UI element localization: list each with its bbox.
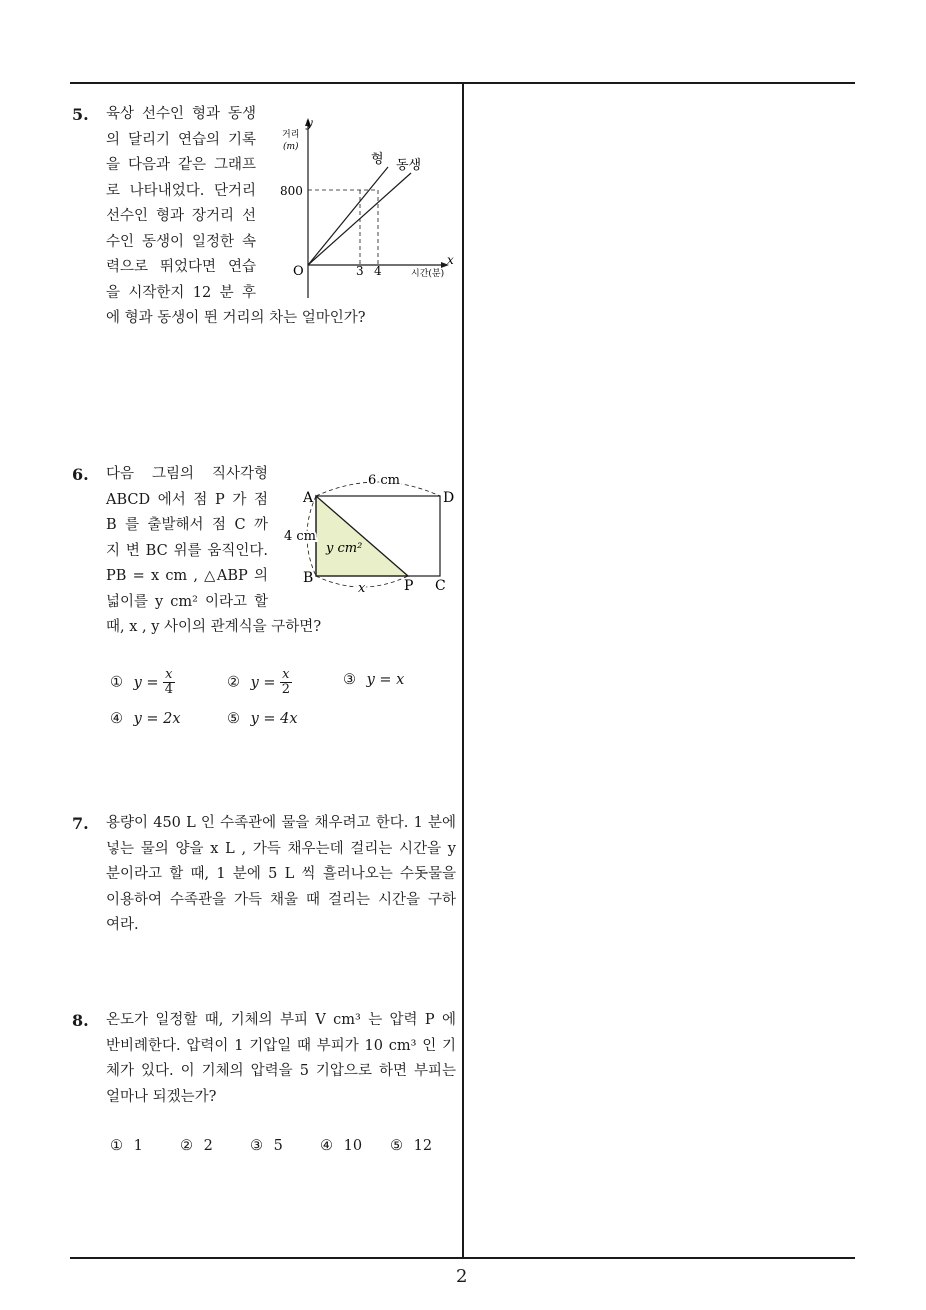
q8-text xyxy=(106,1008,456,1110)
q8-choice-4[interactable] xyxy=(320,1136,362,1156)
q6-choice-4[interactable] xyxy=(110,709,181,729)
series-line-younger-brother xyxy=(308,173,411,265)
q5-line: 을 다음과 같은 그래프 xyxy=(106,157,256,173)
q6-choice-3[interactable] xyxy=(343,670,404,690)
q6-line: 다음 그림의 직사각형 xyxy=(106,466,268,482)
choice-mark: ① xyxy=(110,674,123,691)
label-left-length: 4 cm xyxy=(284,529,317,544)
page-number: 2 xyxy=(456,1266,468,1287)
label-bottom-x: x xyxy=(358,581,366,596)
q5-line: 력으로 뛰었다면 연습 xyxy=(106,259,256,275)
q5-line: 수인 동생이 일정한 속 xyxy=(106,233,256,250)
vertex-a: A xyxy=(303,490,314,506)
series-line-older-brother xyxy=(308,167,388,265)
q7-line: 용량이 450 L 인 수족관에 물을 채우려고 한다. 1 분에 xyxy=(106,815,456,831)
series-label-older-brother: 형 xyxy=(371,152,384,167)
choice-text: y = 4x xyxy=(250,711,298,727)
column-divider xyxy=(462,82,464,1258)
y-tick-label: 800 xyxy=(280,184,303,198)
vertex-c: C xyxy=(435,578,446,594)
q6-line: 때, x , y 사이의 관계식을 구하면? xyxy=(106,619,322,635)
choice-mark: ④ xyxy=(320,1138,333,1154)
choice-mark: ② xyxy=(180,1138,193,1154)
q5-line: 의 달리기 연습의 기록 xyxy=(106,131,256,148)
fraction-numerator: x xyxy=(165,667,173,682)
q7-number: 7. xyxy=(72,814,89,833)
q6-line: 지 변 BC 위를 움직인다. xyxy=(106,542,268,559)
q5-number: 5. xyxy=(72,105,89,124)
q5-distance-time-graph xyxy=(270,110,460,310)
choice-mark: ③ xyxy=(250,1138,263,1154)
q6-line: PB = x cm , △ABP 의 xyxy=(106,568,268,584)
q6-number: 6. xyxy=(72,465,89,484)
choice-value: 10 xyxy=(343,1138,363,1154)
q6-line: 넓이를 y cm² 이라고 할 xyxy=(106,593,268,610)
vertex-d: D xyxy=(443,490,455,506)
origin-label: O xyxy=(293,264,304,279)
choice-mark: ② xyxy=(227,674,240,691)
y-label-line2: (m) xyxy=(283,142,299,152)
choice-lhs: y = xyxy=(250,674,276,691)
series-label-younger-brother: 동생 xyxy=(396,158,422,173)
fraction-denominator: 4 xyxy=(164,682,173,697)
bottom-rule xyxy=(70,1257,855,1259)
q6-choice-1[interactable] xyxy=(110,668,175,697)
choice-mark: ⑤ xyxy=(227,711,240,727)
q7-line: 분이라고 할 때, 1 분에 5 L 씩 흘러나오는 수돗물을 xyxy=(106,866,456,882)
vertex-p: P xyxy=(404,578,414,594)
x-axis-name: x xyxy=(447,253,454,267)
q5-line: 육상 선수인 형과 동생 xyxy=(106,106,256,122)
q6-choice-5[interactable] xyxy=(227,709,298,729)
q6-line: B 를 출발해서 점 C 까 xyxy=(106,517,268,533)
vertex-b: B xyxy=(303,570,314,586)
q8-line: 얼마나 되겠는가? xyxy=(106,1088,217,1105)
q8-choice-5[interactable] xyxy=(390,1136,432,1156)
label-top-length: 6 cm xyxy=(368,473,401,488)
fraction-numerator: x xyxy=(282,667,290,682)
q6-line: ABCD 에서 점 P 가 점 xyxy=(106,491,268,508)
q5-line: 을 시작한지 12 분 후 xyxy=(106,284,256,301)
choice-value: 12 xyxy=(413,1138,433,1154)
q8-number: 8. xyxy=(72,1011,89,1030)
q5-line: 에 형과 동생이 뛴 거리의 차는 얼마인가? xyxy=(106,310,366,326)
q8-line: 온도가 일정할 때, 기체의 부피 V cm³ 는 압력 P 에 xyxy=(106,1012,456,1028)
choice-lhs: y = xyxy=(133,674,159,691)
choice-value: 1 xyxy=(133,1138,143,1154)
q6-rectangle-figure xyxy=(280,466,460,596)
choice-value: 2 xyxy=(203,1138,213,1154)
q7-line: 이용하여 수족관을 가득 채울 때 걸리는 시간을 구하 xyxy=(106,891,456,908)
q8-line: 체가 있다. 이 기체의 압력을 5 기압으로 하면 부피는 xyxy=(106,1063,456,1079)
q8-choice-2[interactable] xyxy=(180,1136,213,1156)
x-tick-4: 4 xyxy=(374,264,382,278)
triangle-abp xyxy=(316,496,408,576)
x-axis-label: 시간(분) xyxy=(411,269,445,279)
q8-choice-3[interactable] xyxy=(250,1136,283,1156)
q8-choice-1[interactable] xyxy=(110,1136,143,1156)
q8-line: 반비례한다. 압력이 1 기압일 때 부피가 10 cm³ 인 기 xyxy=(106,1037,456,1054)
q6-choice-2[interactable] xyxy=(227,668,292,697)
choice-text: y = 2x xyxy=(133,711,181,727)
fraction-denominator: 2 xyxy=(281,682,290,697)
choice-fraction xyxy=(280,668,291,697)
q5-line: 선수인 형과 장거리 선 xyxy=(106,208,256,224)
q7-line: 여라. xyxy=(106,917,139,933)
y-axis-name: y xyxy=(306,116,313,130)
y-label-line1: 거리 xyxy=(282,130,300,140)
choice-value: 5 xyxy=(273,1138,283,1154)
choice-mark: ① xyxy=(110,1138,123,1154)
choice-mark: ⑤ xyxy=(390,1138,403,1154)
choice-fraction xyxy=(163,668,174,697)
q5-line: 로 나타내었다. 단거리 xyxy=(106,182,256,199)
q7-line: 넣는 물의 양을 x L , 가득 채우는데 걸리는 시간을 y xyxy=(106,840,456,857)
label-area: y cm² xyxy=(326,541,363,556)
choice-mark: ③ xyxy=(343,672,356,688)
x-tick-3: 3 xyxy=(356,264,364,278)
choice-text: y = x xyxy=(366,672,405,688)
q7-text xyxy=(106,811,456,939)
choice-mark: ④ xyxy=(110,711,123,727)
